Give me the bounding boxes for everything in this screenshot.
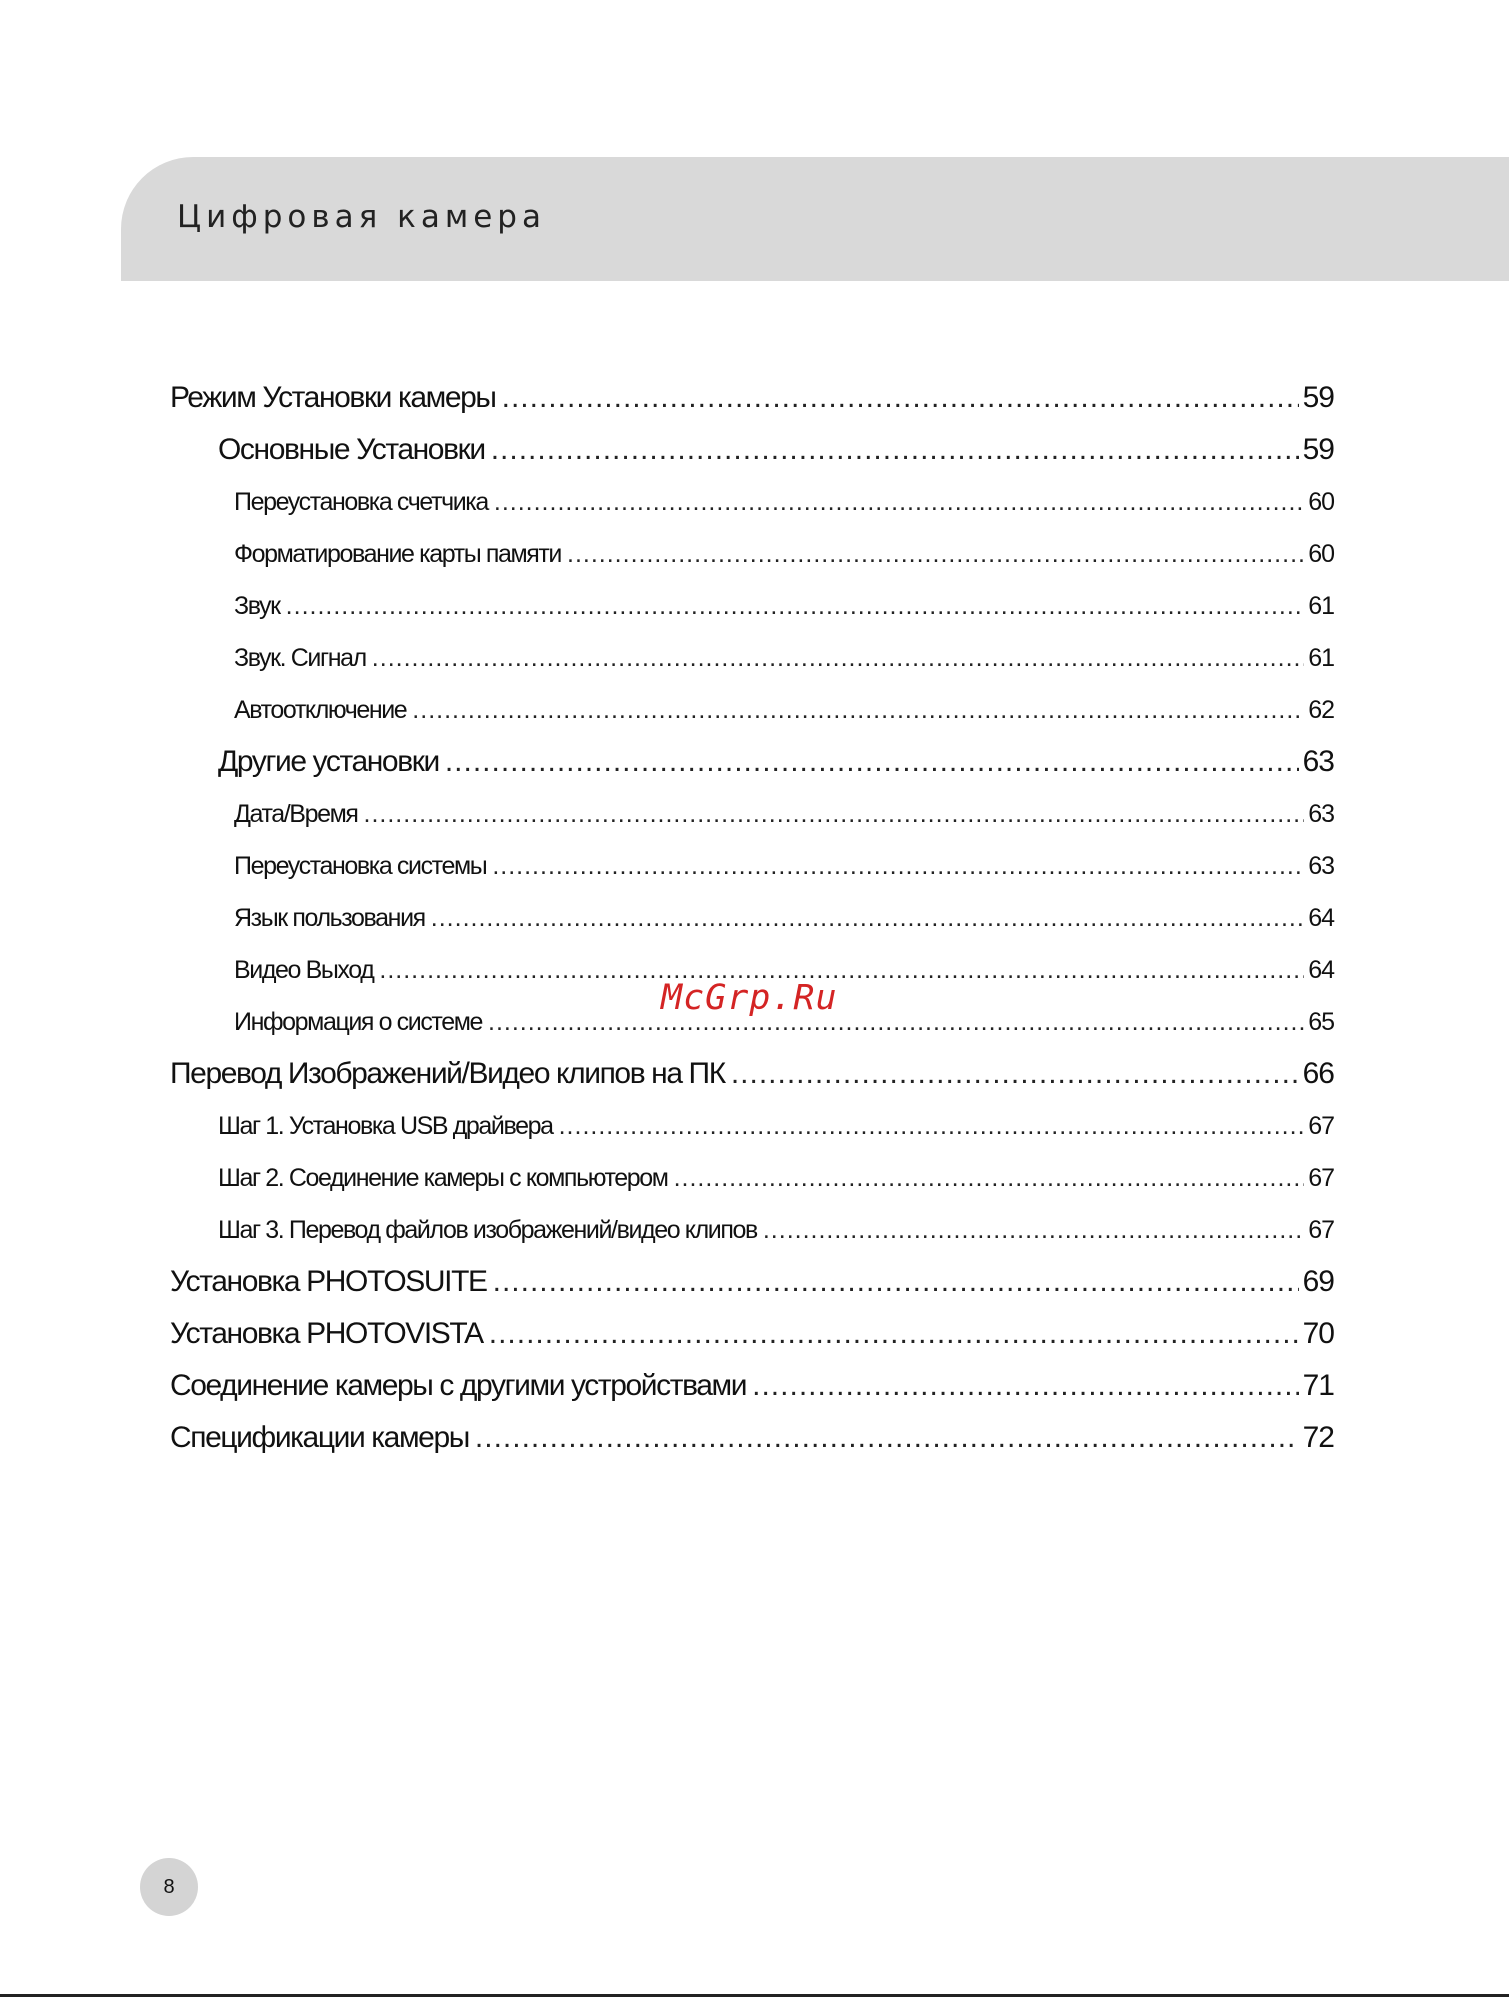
toc-dot-leader: [674, 1152, 1305, 1204]
page-number-badge: [140, 1858, 198, 1916]
toc-entry-page: 59: [1302, 381, 1334, 414]
toc-entry-page: 63: [1308, 852, 1334, 880]
toc-entry-page: 63: [1308, 800, 1334, 828]
toc-entry[interactable]: [170, 684, 1334, 736]
header-title: Цифровая камера: [177, 199, 546, 235]
toc-dot-leader: [752, 1360, 1298, 1412]
toc-dot-leader: [431, 892, 1304, 944]
toc-dot-leader: [412, 684, 1304, 736]
toc-dot-leader: [475, 1412, 1299, 1464]
header-band: [121, 157, 1509, 281]
toc-entry-title: Информация о системе: [234, 1008, 482, 1036]
toc-entry-title: Шаг 2. Соединение камеры с компьютером: [218, 1164, 668, 1192]
toc-entry-title: Язык пользования: [234, 904, 425, 932]
toc-entry-title: Переустановка системы: [234, 852, 487, 880]
toc-entry-title: Форматирование карты памяти: [234, 540, 561, 568]
toc-entry-title: Спецификации камеры: [170, 1421, 469, 1454]
toc-entry-page: 67: [1308, 1112, 1334, 1140]
toc-dot-leader: [763, 1204, 1304, 1256]
toc-entry[interactable]: [170, 1412, 1334, 1464]
toc-entry-page: 60: [1308, 540, 1334, 568]
toc-entry[interactable]: [170, 580, 1334, 632]
toc-dot-leader: [372, 632, 1304, 684]
toc-dot-leader: [491, 424, 1299, 476]
toc-dot-leader: [492, 840, 1304, 892]
toc-entry[interactable]: [170, 1048, 1334, 1100]
toc-entry[interactable]: [170, 1100, 1334, 1152]
toc-entry[interactable]: [170, 528, 1334, 580]
toc-entry-title: Режим Установки камеры: [170, 381, 496, 414]
toc-entry[interactable]: [170, 892, 1334, 944]
watermark: McGrp.Ru: [661, 978, 838, 1018]
toc-dot-leader: [502, 372, 1299, 424]
toc-entry-title: Установка PHOTOVISTA: [170, 1317, 483, 1350]
toc-dot-leader: [379, 944, 1304, 996]
toc-entry-title: Переустановка счетчика: [234, 488, 488, 516]
toc-dot-leader: [567, 528, 1304, 580]
toc-entry-page: 64: [1308, 904, 1334, 932]
toc-entry-page: 72: [1302, 1421, 1334, 1454]
toc-entry[interactable]: [170, 1308, 1334, 1360]
toc-entry-page: 65: [1308, 1008, 1334, 1036]
toc-entry-page: 63: [1302, 745, 1334, 778]
toc-dot-leader: [488, 996, 1304, 1048]
toc-entry-page: 67: [1308, 1164, 1334, 1192]
toc-entry-page: 71: [1302, 1369, 1334, 1402]
toc-entry-title: Перевод Изображений/Видео клипов на ПК: [170, 1057, 725, 1090]
toc-dot-leader: [286, 580, 1305, 632]
toc-entry-page: 70: [1302, 1317, 1334, 1350]
toc-entry-page: 61: [1308, 592, 1334, 620]
toc-entry[interactable]: [170, 840, 1334, 892]
toc-entry[interactable]: [170, 736, 1334, 788]
toc-entry[interactable]: [170, 632, 1334, 684]
toc-entry-title: Другие установки: [218, 745, 439, 778]
toc-dot-leader: [489, 1308, 1299, 1360]
toc-entry-page: 66: [1302, 1057, 1334, 1090]
toc-dot-leader: [445, 736, 1299, 788]
toc-entry-page: 69: [1302, 1265, 1334, 1298]
table-of-contents: [170, 372, 1334, 1464]
toc-entry[interactable]: [170, 1204, 1334, 1256]
toc-entry[interactable]: [170, 424, 1334, 476]
toc-entry-page: 64: [1308, 956, 1334, 984]
toc-entry[interactable]: [170, 1360, 1334, 1412]
toc-dot-leader: [494, 476, 1304, 528]
toc-entry-page: 60: [1308, 488, 1334, 516]
toc-entry-title: Шаг 3. Перевод файлов изображений/видео клипов: [218, 1216, 757, 1244]
toc-entry-page: 62: [1308, 696, 1334, 724]
toc-entry-title: Шаг 1. Установка USB драйвера: [218, 1112, 553, 1140]
toc-entry-title: Соединение камеры с другими устройствами: [170, 1369, 747, 1402]
toc-entry-title: Звук. Сигнал: [234, 644, 366, 672]
toc-entry-title: Дата/Время: [234, 800, 358, 828]
toc-entry[interactable]: [170, 788, 1334, 840]
toc-dot-leader: [493, 1256, 1299, 1308]
toc-dot-leader: [559, 1100, 1305, 1152]
toc-entry[interactable]: [170, 372, 1334, 424]
toc-entry[interactable]: [170, 1152, 1334, 1204]
toc-entry-title: Звук: [234, 592, 280, 620]
toc-entry-page: 67: [1308, 1216, 1334, 1244]
toc-entry[interactable]: [170, 1256, 1334, 1308]
toc-entry-page: 59: [1302, 433, 1334, 466]
toc-entry-page: 61: [1308, 644, 1334, 672]
toc-dot-leader: [364, 788, 1305, 840]
toc-dot-leader: [731, 1048, 1299, 1100]
page-number: 8: [163, 1875, 175, 1898]
toc-entry[interactable]: [170, 476, 1334, 528]
toc-entry-title: Основные Установки: [218, 433, 485, 466]
toc-entry-title: Установка PHOTOSUITE: [170, 1265, 487, 1298]
toc-entry-title: Видео Выход: [234, 956, 374, 984]
toc-entry-title: Автоотключение: [234, 696, 407, 724]
